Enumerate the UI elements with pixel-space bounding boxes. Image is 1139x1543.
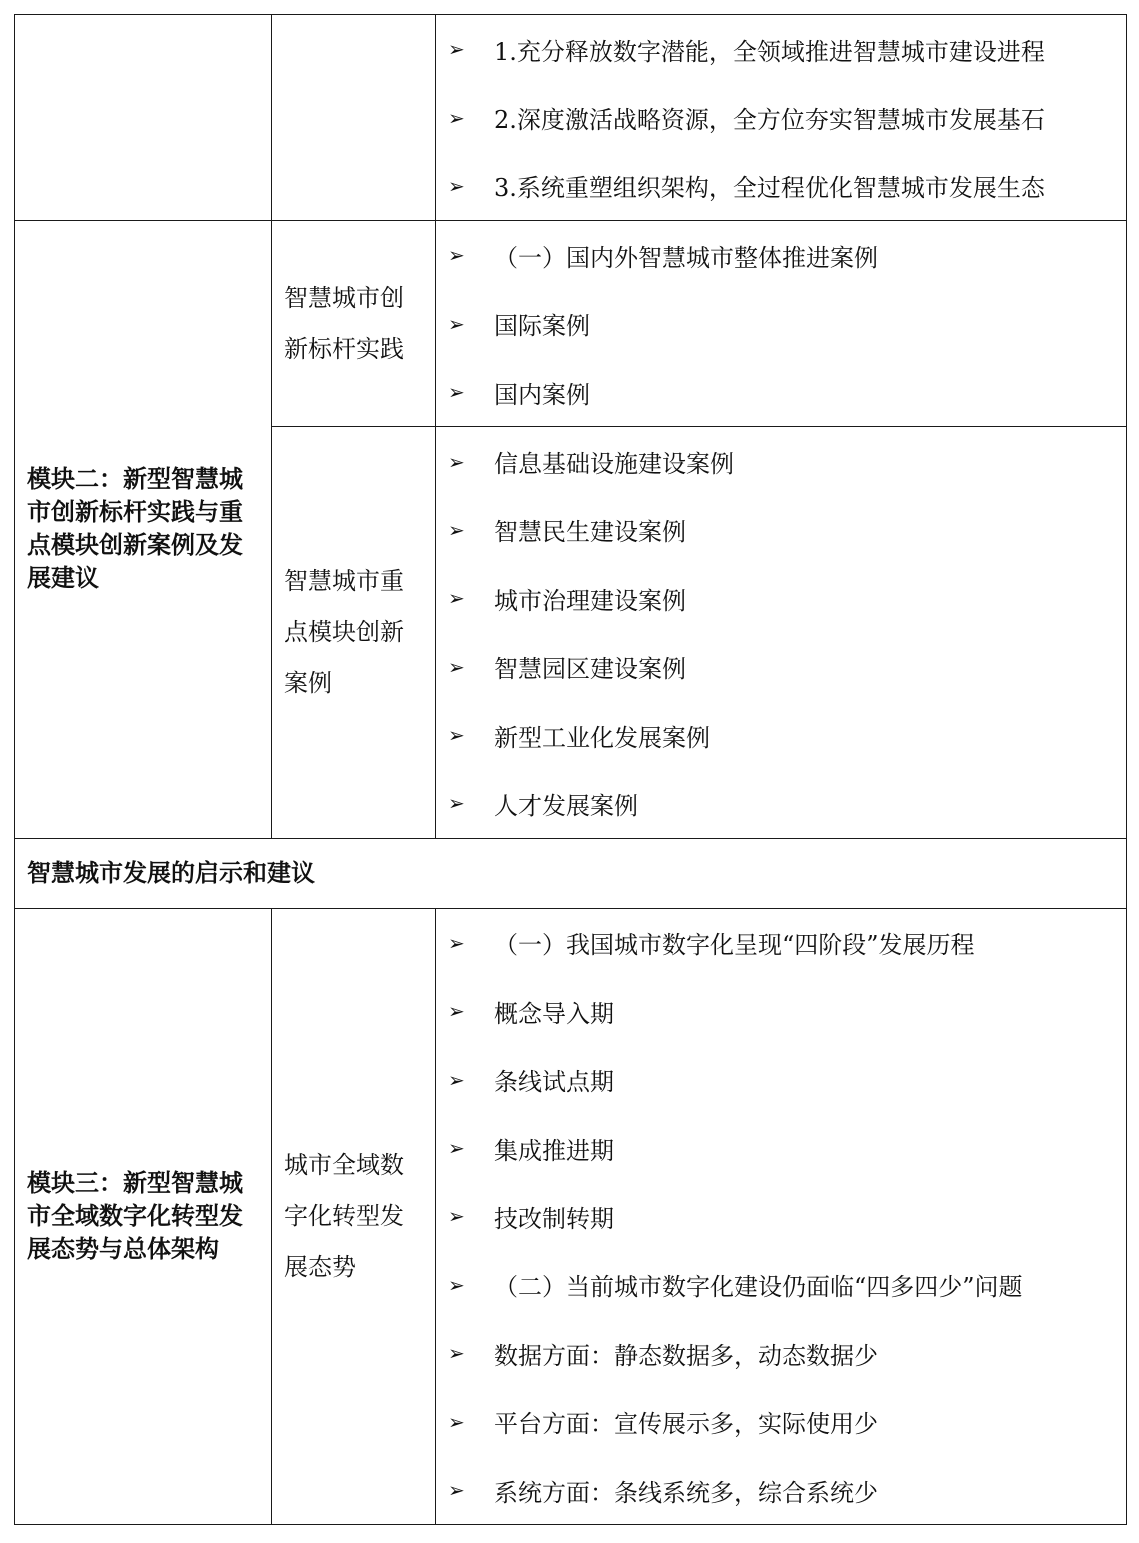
arrowhead-bullet-icon: ➢ <box>448 1409 465 1434</box>
arrowhead-bullet-icon: ➢ <box>448 1067 465 1092</box>
subtopic-cell-empty <box>272 15 436 221</box>
list-item: ➢ （一）国内外智慧城市整体推进案例 <box>436 221 1126 289</box>
list-item: ➢ 智慧园区建设案例 <box>436 633 1126 701</box>
list-item: ➢ 2.深度激活战略资源，全方位夯实智慧城市发展基石 <box>436 83 1126 151</box>
list-item: ➢ 技改制转期 <box>436 1182 1126 1250</box>
list-item: ➢ 集成推进期 <box>436 1114 1126 1182</box>
list-item: ➢ 城市治理建设案例 <box>436 564 1126 632</box>
arrowhead-bullet-icon: ➢ <box>448 173 465 198</box>
arrowhead-bullet-icon: ➢ <box>448 243 465 268</box>
list-item: ➢ 新型工业化发展案例 <box>436 701 1126 769</box>
arrowhead-bullet-icon: ➢ <box>448 654 465 679</box>
list-item: ➢ 数据方面：静态数据多，动态数据少 <box>436 1319 1126 1387</box>
list-item: ➢ 系统方面：条线系统多，综合系统少 <box>436 1456 1126 1524</box>
list-item: ➢ （一）我国城市数字化呈现“四阶段”发展历程 <box>436 909 1126 977</box>
table-row <box>15 908 1127 1525</box>
course-outline-table <box>14 14 1127 1525</box>
list-item: ➢ 平台方面：宣传展示多，实际使用少 <box>436 1387 1126 1455</box>
arrowhead-bullet-icon: ➢ <box>448 449 465 474</box>
list-item: ➢ 信息基础设施建设案例 <box>436 427 1126 495</box>
list-item: ➢ 1.充分释放数字潜能，全领域推进智慧城市建设进程 <box>436 15 1126 83</box>
arrowhead-bullet-icon: ➢ <box>448 517 465 542</box>
list-item: ➢ 3.系统重塑组织架构，全过程优化智慧城市发展生态 <box>436 152 1126 220</box>
items-cell <box>436 221 1127 427</box>
items-cell <box>436 908 1127 1525</box>
items-cell <box>436 15 1127 221</box>
arrowhead-bullet-icon: ➢ <box>448 1341 465 1366</box>
subtopic-title: 智慧城市创新标杆实践 <box>272 221 436 427</box>
module-title: 模块三：新型智慧城市全域数字化转型发展态势与总体架构 <box>15 908 272 1525</box>
arrowhead-bullet-icon: ➢ <box>448 1272 465 1297</box>
arrowhead-bullet-icon: ➢ <box>448 586 465 611</box>
list-item: ➢ 人才发展案例 <box>436 769 1126 837</box>
item-list <box>436 427 1126 837</box>
arrowhead-bullet-icon: ➢ <box>448 999 465 1024</box>
arrowhead-bullet-icon: ➢ <box>448 1204 465 1229</box>
arrowhead-bullet-icon: ➢ <box>448 37 465 62</box>
subtopic-title: 城市全域数字化转型发展态势 <box>272 908 436 1525</box>
list-item: ➢ 智慧民生建设案例 <box>436 496 1126 564</box>
subtopic-title: 智慧城市重点模块创新案例 <box>272 427 436 838</box>
item-list <box>436 221 1126 426</box>
arrowhead-bullet-icon: ➢ <box>448 105 465 130</box>
item-list <box>436 909 1126 1525</box>
module-title: 模块二：新型智慧城市创新标杆实践与重点模块创新案例及发展建议 <box>15 221 272 839</box>
list-item: ➢ 概念导入期 <box>436 977 1126 1045</box>
arrowhead-bullet-icon: ➢ <box>448 1478 465 1502</box>
list-item: ➢ 条线试点期 <box>436 1045 1126 1113</box>
module-cell-empty <box>15 15 272 221</box>
list-item: ➢ （二）当前城市数字化建设仍面临“四多四少”问题 <box>436 1251 1126 1319</box>
arrowhead-bullet-icon: ➢ <box>448 380 465 405</box>
arrowhead-bullet-icon: ➢ <box>448 930 465 955</box>
table-row <box>15 838 1127 908</box>
list-item: ➢ 国内案例 <box>436 358 1126 426</box>
section-heading: 智慧城市发展的启示和建议 <box>15 838 1127 908</box>
arrowhead-bullet-icon: ➢ <box>448 1136 465 1161</box>
table-row <box>15 15 1127 221</box>
arrowhead-bullet-icon: ➢ <box>448 723 465 748</box>
item-list <box>436 15 1126 220</box>
arrowhead-bullet-icon: ➢ <box>448 791 465 816</box>
table-row <box>15 221 1127 427</box>
arrowhead-bullet-icon: ➢ <box>448 311 465 336</box>
items-cell <box>436 427 1127 838</box>
list-item: ➢ 国际案例 <box>436 290 1126 358</box>
